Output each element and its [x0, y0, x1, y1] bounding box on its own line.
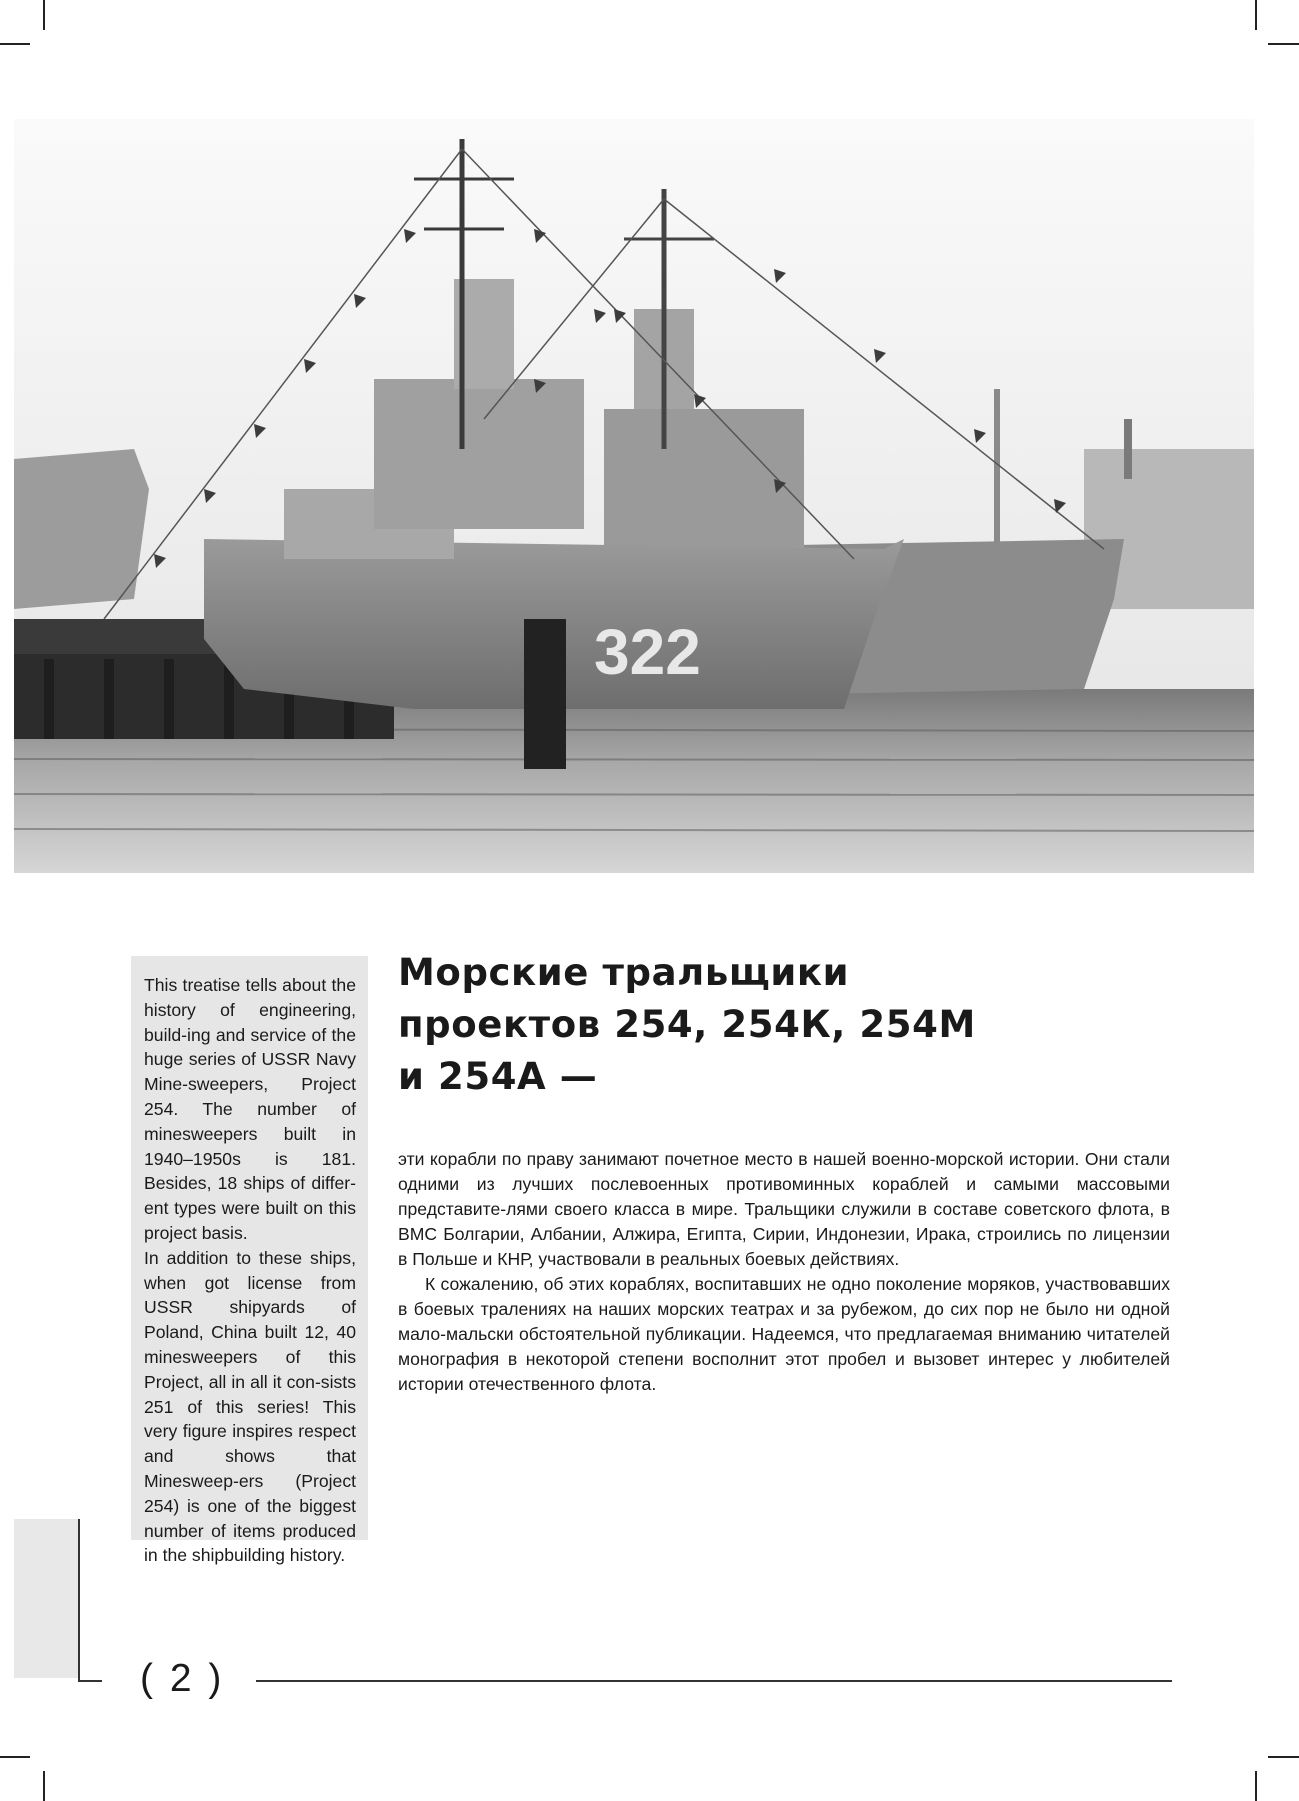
crop-mark: [0, 1756, 30, 1758]
title-line-3: и 254А —: [398, 1055, 598, 1098]
summary-paragraph-2: In addition to these ships, when got license from USSR shipyards of Poland, China built 12, 40 minesweepers of this Project, all in all it con-sists 251 of this series! This very figure inspires respect and shows that Minesweep-ers (Project 254) is one of the biggest number of items produced in the shipbuilding history.: [144, 1247, 356, 1566]
crop-mark: [1268, 43, 1299, 45]
margin-tab-foot: [78, 1680, 102, 1682]
page-title: [398, 947, 1178, 1103]
ship-photo: [14, 119, 1254, 873]
title-line-2: проектов 254, 254К, 254М: [398, 1003, 976, 1046]
crop-mark: [43, 0, 45, 30]
crop-mark: [43, 1771, 45, 1801]
footer-rule: [256, 1680, 1172, 1682]
page-number: ( 2 ): [140, 1657, 225, 1700]
body-paragraph-1: эти корабли по праву занимают почетное место в нашей военно-морской истории. Они стали одними из лучших послевоенных противоминных кораблей и самыми массовыми представите-лями своего класса в мире. Тральщики служили в составе советского флота, в ВМС Болгарии, Албании, Алжира, Египта, Сирии, Индонезии, Ирака, строились по лицензии в Польше и КНР, участвовали в реальных боевых действиях.: [398, 1149, 1170, 1269]
crop-mark: [0, 43, 30, 45]
ship-photo-illustration: [14, 119, 1254, 873]
body-text: [398, 1147, 1170, 1397]
summary-paragraph-1: This treatise tells about the history of engineering, build-ing and service of the huge series of USSR Navy Mine-sweepers, Project 254. The number of minesweepers built in 1940–1950s is 181. Besides, 18 ships of differ-ent types were built on this project basis.: [144, 975, 356, 1243]
crop-mark: [1268, 1756, 1299, 1758]
title-line-1: Морские тральщики: [398, 951, 850, 994]
margin-tab-rule: [78, 1519, 80, 1682]
body-paragraph-2: К сожалению, об этих кораблях, воспитавших не одно поколение моряков, участвовавших в боевых тралениях на наших морских театрах и за рубежом, до сих пор не было ни одной мало-мальски обстоятельной публикации. Надеемся, что предлагаемая вниманию читателей монография в некоторой степени восполнит этот пробел и вызовет интерес у любителей истории отечественного флота.: [398, 1274, 1170, 1394]
margin-tab: [14, 1519, 78, 1678]
english-summary-box: [131, 956, 368, 1566]
hull-number: 322: [594, 616, 701, 688]
crop-mark: [1255, 1771, 1257, 1801]
crop-mark: [1255, 0, 1257, 30]
